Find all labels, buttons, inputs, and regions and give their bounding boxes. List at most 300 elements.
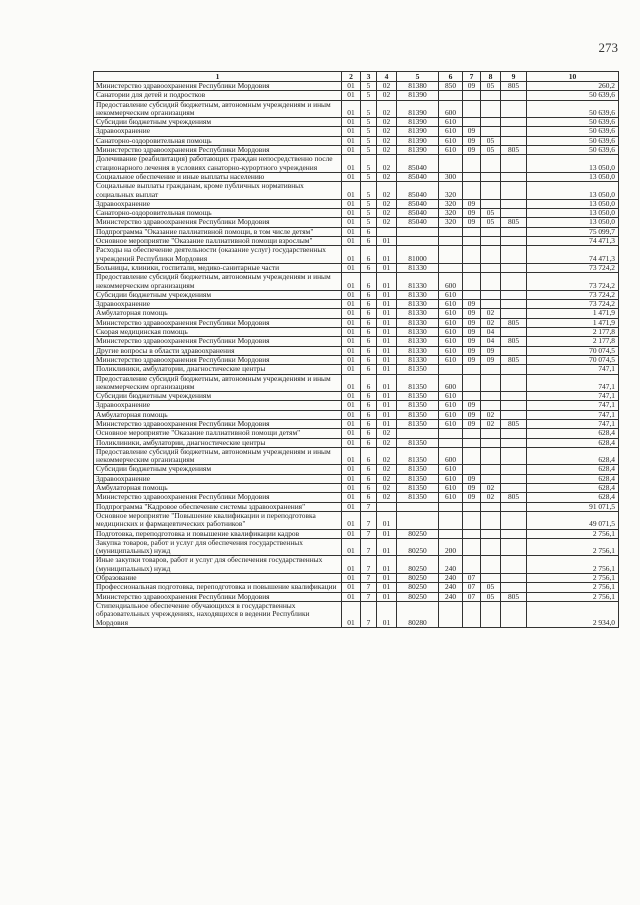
cell-col-8: 05 bbox=[481, 82, 501, 91]
cell-col-9 bbox=[501, 529, 527, 538]
table-row bbox=[94, 401, 619, 410]
cell-col-7: 09 bbox=[463, 146, 481, 155]
cell-col-6 bbox=[439, 91, 463, 100]
cell-col-5: 81330 bbox=[397, 328, 439, 337]
cell-col-2: 01 bbox=[342, 419, 361, 428]
cell-col-7: 09 bbox=[463, 136, 481, 145]
cell-amount: 13 050,0 bbox=[527, 209, 619, 218]
table-row bbox=[94, 429, 619, 438]
cell-amount: 1 471,9 bbox=[527, 309, 619, 318]
cell-col-7 bbox=[463, 91, 481, 100]
table-row bbox=[94, 328, 619, 337]
cell-col-3: 5 bbox=[361, 91, 377, 100]
cell-col-7: 09 bbox=[463, 300, 481, 309]
cell-col-8 bbox=[481, 538, 501, 556]
cell-col-9 bbox=[501, 365, 527, 374]
cell-col-2: 01 bbox=[342, 429, 361, 438]
cell-col-3: 6 bbox=[361, 318, 377, 327]
table-row bbox=[94, 392, 619, 401]
cell-col-9 bbox=[501, 91, 527, 100]
cell-col-7 bbox=[463, 465, 481, 474]
cell-col-2: 01 bbox=[342, 474, 361, 483]
cell-col-4: 01 bbox=[377, 574, 397, 583]
cell-col-4: 02 bbox=[377, 218, 397, 227]
cell-name: Министерство здравоохранения Республики Мордовия bbox=[94, 592, 342, 601]
cell-amount: 2 756,1 bbox=[527, 583, 619, 592]
cell-col-9 bbox=[501, 127, 527, 136]
cell-col-7: 09 bbox=[463, 127, 481, 136]
cell-amount: 2 756,1 bbox=[527, 556, 619, 574]
table-row bbox=[94, 337, 619, 346]
table-row bbox=[94, 438, 619, 447]
cell-col-9 bbox=[501, 237, 527, 246]
cell-name: Здравоохранение bbox=[94, 199, 342, 208]
cell-col-9 bbox=[501, 392, 527, 401]
cell-col-5: 80250 bbox=[397, 538, 439, 556]
cell-col-2: 01 bbox=[342, 227, 361, 236]
cell-amount: 2 934,0 bbox=[527, 601, 619, 627]
cell-col-5: 81390 bbox=[397, 136, 439, 145]
cell-col-4: 01 bbox=[377, 318, 397, 327]
cell-col-6: 610 bbox=[439, 300, 463, 309]
cell-col-6: 240 bbox=[439, 574, 463, 583]
cell-col-9 bbox=[501, 538, 527, 556]
cell-name: Министерство здравоохранения Республики Мордовия bbox=[94, 419, 342, 428]
cell-name: Министерство здравоохранения Республики Мордовия bbox=[94, 493, 342, 502]
cell-amount: 2 177,8 bbox=[527, 328, 619, 337]
cell-col-7: 09 bbox=[463, 328, 481, 337]
header-col-7: 7 bbox=[463, 72, 481, 82]
table-row bbox=[94, 538, 619, 556]
table-row bbox=[94, 410, 619, 419]
cell-col-2: 01 bbox=[342, 583, 361, 592]
cell-col-8 bbox=[481, 529, 501, 538]
cell-amount: 747,1 bbox=[527, 365, 619, 374]
cell-amount: 13 050,0 bbox=[527, 218, 619, 227]
cell-col-3: 6 bbox=[361, 493, 377, 502]
cell-col-4: 01 bbox=[377, 583, 397, 592]
cell-col-9 bbox=[501, 300, 527, 309]
cell-col-5 bbox=[397, 227, 439, 236]
cell-col-3: 7 bbox=[361, 574, 377, 583]
cell-col-4: 01 bbox=[377, 511, 397, 529]
cell-col-6: 610 bbox=[439, 465, 463, 474]
cell-col-5: 85040 bbox=[397, 155, 439, 173]
cell-col-8 bbox=[481, 474, 501, 483]
cell-col-7: 09 bbox=[463, 199, 481, 208]
table-row bbox=[94, 227, 619, 236]
cell-col-9 bbox=[501, 328, 527, 337]
cell-col-9 bbox=[501, 484, 527, 493]
cell-col-5: 81350 bbox=[397, 419, 439, 428]
cell-col-9 bbox=[501, 583, 527, 592]
cell-amount: 73 724,2 bbox=[527, 300, 619, 309]
table-row bbox=[94, 273, 619, 291]
cell-col-5: 81350 bbox=[397, 365, 439, 374]
cell-col-6: 300 bbox=[439, 172, 463, 181]
table-row bbox=[94, 447, 619, 465]
cell-name: Предоставление субсидий бюджетным, автономным учреждениям и иным некоммерческим организациям bbox=[94, 273, 342, 291]
cell-col-4: 01 bbox=[377, 592, 397, 601]
cell-amount: 747,1 bbox=[527, 374, 619, 392]
cell-name: Здравоохранение bbox=[94, 401, 342, 410]
cell-col-2: 01 bbox=[342, 118, 361, 127]
header-col-9: 9 bbox=[501, 72, 527, 82]
table-row bbox=[94, 374, 619, 392]
page-number: 273 bbox=[598, 40, 618, 55]
cell-name: Основное мероприятие "Повышение квалификации и переподготовка медицинских и фармацевтических работников" bbox=[94, 511, 342, 529]
cell-col-7 bbox=[463, 155, 481, 173]
cell-col-3: 5 bbox=[361, 155, 377, 173]
cell-col-8 bbox=[481, 155, 501, 173]
cell-col-4: 01 bbox=[377, 392, 397, 401]
cell-col-8: 02 bbox=[481, 419, 501, 428]
cell-col-8: 02 bbox=[481, 493, 501, 502]
cell-col-5: 81350 bbox=[397, 493, 439, 502]
cell-col-3: 5 bbox=[361, 136, 377, 145]
cell-name: Расходы на обеспечение деятельности (оказание услуг) государственных учреждений Республики Мордовия bbox=[94, 246, 342, 264]
cell-col-9: 805 bbox=[501, 82, 527, 91]
cell-col-4: 01 bbox=[377, 401, 397, 410]
cell-amount: 747,1 bbox=[527, 419, 619, 428]
cell-col-9 bbox=[501, 227, 527, 236]
cell-col-8 bbox=[481, 374, 501, 392]
cell-name: Санаторно-оздоровительная помощь bbox=[94, 136, 342, 145]
cell-col-6 bbox=[439, 155, 463, 173]
cell-col-9 bbox=[501, 465, 527, 474]
cell-col-7 bbox=[463, 511, 481, 529]
cell-col-6: 610 bbox=[439, 328, 463, 337]
cell-col-8: 02 bbox=[481, 410, 501, 419]
cell-col-4: 01 bbox=[377, 419, 397, 428]
cell-col-8 bbox=[481, 429, 501, 438]
table-row bbox=[94, 209, 619, 218]
cell-name: Долечивание (реабилитация) работающих граждан непосредственно после стационарного лечения в условиях санаторно-курортного учреждения bbox=[94, 155, 342, 173]
cell-col-4: 01 bbox=[377, 601, 397, 627]
cell-col-3: 6 bbox=[361, 438, 377, 447]
table-row bbox=[94, 300, 619, 309]
cell-col-6: 610 bbox=[439, 419, 463, 428]
cell-col-3: 5 bbox=[361, 146, 377, 155]
cell-col-9 bbox=[501, 346, 527, 355]
cell-col-5: 81350 bbox=[397, 465, 439, 474]
cell-col-8 bbox=[481, 263, 501, 272]
cell-name: Министерство здравоохранения Республики Мордовия bbox=[94, 355, 342, 364]
cell-col-7: 07 bbox=[463, 583, 481, 592]
cell-col-7: 09 bbox=[463, 493, 481, 502]
cell-col-6: 610 bbox=[439, 392, 463, 401]
cell-col-5: 81330 bbox=[397, 300, 439, 309]
cell-name: Субсидии бюджетным учреждениям bbox=[94, 118, 342, 127]
cell-col-2: 01 bbox=[342, 237, 361, 246]
table-header-row bbox=[94, 72, 619, 82]
cell-col-3: 6 bbox=[361, 429, 377, 438]
cell-col-2: 01 bbox=[342, 146, 361, 155]
cell-col-4: 01 bbox=[377, 355, 397, 364]
cell-col-3: 7 bbox=[361, 583, 377, 592]
cell-col-2: 01 bbox=[342, 529, 361, 538]
cell-col-6: 610 bbox=[439, 401, 463, 410]
cell-col-9 bbox=[501, 246, 527, 264]
cell-col-9 bbox=[501, 209, 527, 218]
cell-col-5: 81350 bbox=[397, 484, 439, 493]
cell-col-4: 01 bbox=[377, 556, 397, 574]
cell-col-4: 02 bbox=[377, 82, 397, 91]
cell-col-9 bbox=[501, 263, 527, 272]
header-col-8: 8 bbox=[481, 72, 501, 82]
cell-col-2: 01 bbox=[342, 246, 361, 264]
cell-amount: 1 471,9 bbox=[527, 318, 619, 327]
cell-col-8 bbox=[481, 237, 501, 246]
cell-col-2: 01 bbox=[342, 199, 361, 208]
cell-col-2: 01 bbox=[342, 328, 361, 337]
header-col-10: 10 bbox=[527, 72, 619, 82]
cell-col-9 bbox=[501, 182, 527, 200]
cell-col-2: 01 bbox=[342, 365, 361, 374]
cell-col-2: 01 bbox=[342, 346, 361, 355]
table-row bbox=[94, 127, 619, 136]
cell-name: Подпрограмма "Оказание паллиативной помощи, в том числе детям" bbox=[94, 227, 342, 236]
cell-col-8: 05 bbox=[481, 136, 501, 145]
cell-col-5 bbox=[397, 502, 439, 511]
cell-col-4: 01 bbox=[377, 346, 397, 355]
cell-col-9 bbox=[501, 273, 527, 291]
cell-amount: 13 050,0 bbox=[527, 155, 619, 173]
budget-table bbox=[93, 71, 619, 628]
cell-col-6: 610 bbox=[439, 136, 463, 145]
cell-col-6: 610 bbox=[439, 410, 463, 419]
cell-col-3: 7 bbox=[361, 529, 377, 538]
cell-name: Субсидии бюджетным учреждениям bbox=[94, 290, 342, 299]
cell-col-4: 01 bbox=[377, 246, 397, 264]
cell-col-7: 09 bbox=[463, 474, 481, 483]
cell-name: Санатории для детей и подростков bbox=[94, 91, 342, 100]
table-row bbox=[94, 218, 619, 227]
cell-col-7: 07 bbox=[463, 574, 481, 583]
cell-col-3: 7 bbox=[361, 511, 377, 529]
cell-col-5: 81000 bbox=[397, 246, 439, 264]
cell-col-6 bbox=[439, 529, 463, 538]
cell-name: Подпрограмма "Кадровое обеспечение системы здравоохранения" bbox=[94, 502, 342, 511]
cell-col-5: 81330 bbox=[397, 355, 439, 364]
cell-col-6 bbox=[439, 237, 463, 246]
cell-col-6 bbox=[439, 246, 463, 264]
cell-col-7: 09 bbox=[463, 318, 481, 327]
cell-col-9 bbox=[501, 374, 527, 392]
cell-col-6: 200 bbox=[439, 538, 463, 556]
cell-col-7: 09 bbox=[463, 355, 481, 364]
cell-col-4: 02 bbox=[377, 155, 397, 173]
cell-col-3: 5 bbox=[361, 209, 377, 218]
cell-col-6: 600 bbox=[439, 273, 463, 291]
table-row bbox=[94, 318, 619, 327]
table-row bbox=[94, 246, 619, 264]
cell-col-7 bbox=[463, 365, 481, 374]
cell-col-5: 80250 bbox=[397, 592, 439, 601]
cell-col-4: 02 bbox=[377, 118, 397, 127]
table-row bbox=[94, 155, 619, 173]
cell-col-9 bbox=[501, 118, 527, 127]
cell-col-3: 6 bbox=[361, 328, 377, 337]
cell-name: Стипендиальное обеспечение обучающихся в государственных образовательных учреждениях, находящихся в ведении Республики Мордовия bbox=[94, 601, 342, 627]
cell-amount: 91 071,5 bbox=[527, 502, 619, 511]
cell-col-4: 01 bbox=[377, 337, 397, 346]
cell-col-8 bbox=[481, 118, 501, 127]
cell-name: Министерство здравоохранения Республики Мордовия bbox=[94, 318, 342, 327]
cell-amount: 74 471,3 bbox=[527, 237, 619, 246]
cell-col-2: 01 bbox=[342, 556, 361, 574]
cell-col-5: 81390 bbox=[397, 146, 439, 155]
cell-col-4: 01 bbox=[377, 309, 397, 318]
cell-col-6: 610 bbox=[439, 127, 463, 136]
cell-col-9 bbox=[501, 172, 527, 181]
table-row bbox=[94, 556, 619, 574]
cell-col-3: 6 bbox=[361, 365, 377, 374]
cell-col-4: 02 bbox=[377, 127, 397, 136]
cell-col-3: 7 bbox=[361, 592, 377, 601]
cell-col-4: 02 bbox=[377, 438, 397, 447]
cell-col-6: 320 bbox=[439, 218, 463, 227]
cell-col-7: 09 bbox=[463, 218, 481, 227]
cell-col-5: 81330 bbox=[397, 263, 439, 272]
cell-col-5: 81390 bbox=[397, 118, 439, 127]
cell-col-6 bbox=[439, 511, 463, 529]
cell-amount: 13 050,0 bbox=[527, 199, 619, 208]
table-row bbox=[94, 465, 619, 474]
cell-name: Иные закупки товаров, работ и услуг для обеспечения государственных (муниципальных) нужд bbox=[94, 556, 342, 574]
cell-col-4: 01 bbox=[377, 538, 397, 556]
cell-col-4: 02 bbox=[377, 146, 397, 155]
cell-amount: 2 756,1 bbox=[527, 574, 619, 583]
cell-col-5: 81330 bbox=[397, 318, 439, 327]
cell-col-4: 01 bbox=[377, 237, 397, 246]
cell-col-3: 6 bbox=[361, 273, 377, 291]
cell-col-7: 09 bbox=[463, 309, 481, 318]
cell-col-9: 805 bbox=[501, 218, 527, 227]
cell-col-9: 805 bbox=[501, 318, 527, 327]
cell-col-7 bbox=[463, 429, 481, 438]
cell-name: Здравоохранение bbox=[94, 474, 342, 483]
cell-amount: 73 724,2 bbox=[527, 263, 619, 272]
table-row bbox=[94, 100, 619, 118]
table-row bbox=[94, 574, 619, 583]
cell-col-9 bbox=[501, 155, 527, 173]
cell-col-5 bbox=[397, 237, 439, 246]
cell-name: Другие вопросы в области здравоохранения bbox=[94, 346, 342, 355]
cell-col-6: 610 bbox=[439, 474, 463, 483]
cell-col-8 bbox=[481, 556, 501, 574]
cell-col-9 bbox=[501, 290, 527, 299]
cell-name: Министерство здравоохранения Республики Мордовия bbox=[94, 146, 342, 155]
table-row bbox=[94, 419, 619, 428]
header-col-2: 2 bbox=[342, 72, 361, 82]
cell-col-9 bbox=[501, 136, 527, 145]
cell-col-6: 320 bbox=[439, 199, 463, 208]
header-col-5: 5 bbox=[397, 72, 439, 82]
cell-col-3: 6 bbox=[361, 355, 377, 364]
cell-amount: 74 471,3 bbox=[527, 246, 619, 264]
cell-amount: 73 724,2 bbox=[527, 273, 619, 291]
cell-col-7 bbox=[463, 182, 481, 200]
table-row bbox=[94, 91, 619, 100]
cell-col-2: 01 bbox=[342, 447, 361, 465]
cell-col-8 bbox=[481, 438, 501, 447]
cell-col-9 bbox=[501, 511, 527, 529]
cell-col-8: 05 bbox=[481, 218, 501, 227]
cell-amount: 13 050,0 bbox=[527, 182, 619, 200]
cell-col-5: 81390 bbox=[397, 127, 439, 136]
cell-col-8 bbox=[481, 290, 501, 299]
cell-col-6: 610 bbox=[439, 484, 463, 493]
cell-col-6: 610 bbox=[439, 337, 463, 346]
cell-amount: 628,4 bbox=[527, 429, 619, 438]
table-row bbox=[94, 172, 619, 181]
cell-col-4: 02 bbox=[377, 199, 397, 208]
cell-col-8 bbox=[481, 365, 501, 374]
cell-col-8 bbox=[481, 300, 501, 309]
cell-col-6: 610 bbox=[439, 146, 463, 155]
cell-col-4: 02 bbox=[377, 465, 397, 474]
cell-col-3: 6 bbox=[361, 401, 377, 410]
cell-col-3: 5 bbox=[361, 82, 377, 91]
cell-col-4 bbox=[377, 502, 397, 511]
cell-col-3: 7 bbox=[361, 556, 377, 574]
table-row bbox=[94, 529, 619, 538]
cell-col-9: 805 bbox=[501, 493, 527, 502]
cell-col-2: 01 bbox=[342, 263, 361, 272]
cell-col-4: 01 bbox=[377, 290, 397, 299]
cell-col-6: 610 bbox=[439, 493, 463, 502]
cell-col-5: 81350 bbox=[397, 374, 439, 392]
cell-col-6: 240 bbox=[439, 556, 463, 574]
cell-col-8: 05 bbox=[481, 583, 501, 592]
cell-col-3: 6 bbox=[361, 227, 377, 236]
cell-col-9: 805 bbox=[501, 592, 527, 601]
table-row bbox=[94, 474, 619, 483]
cell-col-3: 6 bbox=[361, 474, 377, 483]
cell-col-2: 01 bbox=[342, 401, 361, 410]
cell-col-5: 81380 bbox=[397, 82, 439, 91]
cell-col-7 bbox=[463, 447, 481, 465]
table-row bbox=[94, 82, 619, 91]
cell-col-4: 01 bbox=[377, 300, 397, 309]
cell-name: Предоставление субсидий бюджетным, автономным учреждениям и иным некоммерческим организациям bbox=[94, 374, 342, 392]
cell-col-9 bbox=[501, 410, 527, 419]
table-row bbox=[94, 199, 619, 208]
cell-col-5: 81350 bbox=[397, 474, 439, 483]
cell-col-2: 01 bbox=[342, 465, 361, 474]
cell-col-8: 02 bbox=[481, 309, 501, 318]
header-col-6: 6 bbox=[439, 72, 463, 82]
cell-amount: 2 756,1 bbox=[527, 538, 619, 556]
cell-name: Профессиональная подготовка, переподготовка и повышение квалификации bbox=[94, 583, 342, 592]
cell-col-8 bbox=[481, 574, 501, 583]
cell-col-7 bbox=[463, 227, 481, 236]
cell-col-3: 5 bbox=[361, 182, 377, 200]
cell-col-7 bbox=[463, 273, 481, 291]
cell-col-5: 81330 bbox=[397, 273, 439, 291]
cell-col-9 bbox=[501, 309, 527, 318]
cell-col-4: 02 bbox=[377, 209, 397, 218]
cell-col-3: 6 bbox=[361, 447, 377, 465]
table-row bbox=[94, 309, 619, 318]
cell-amount: 50 639,6 bbox=[527, 100, 619, 118]
cell-col-5: 85040 bbox=[397, 218, 439, 227]
cell-col-7 bbox=[463, 502, 481, 511]
cell-name: Подготовка, переподготовка и повышение квалификации кадров bbox=[94, 529, 342, 538]
cell-col-9 bbox=[501, 574, 527, 583]
cell-col-2: 01 bbox=[342, 300, 361, 309]
